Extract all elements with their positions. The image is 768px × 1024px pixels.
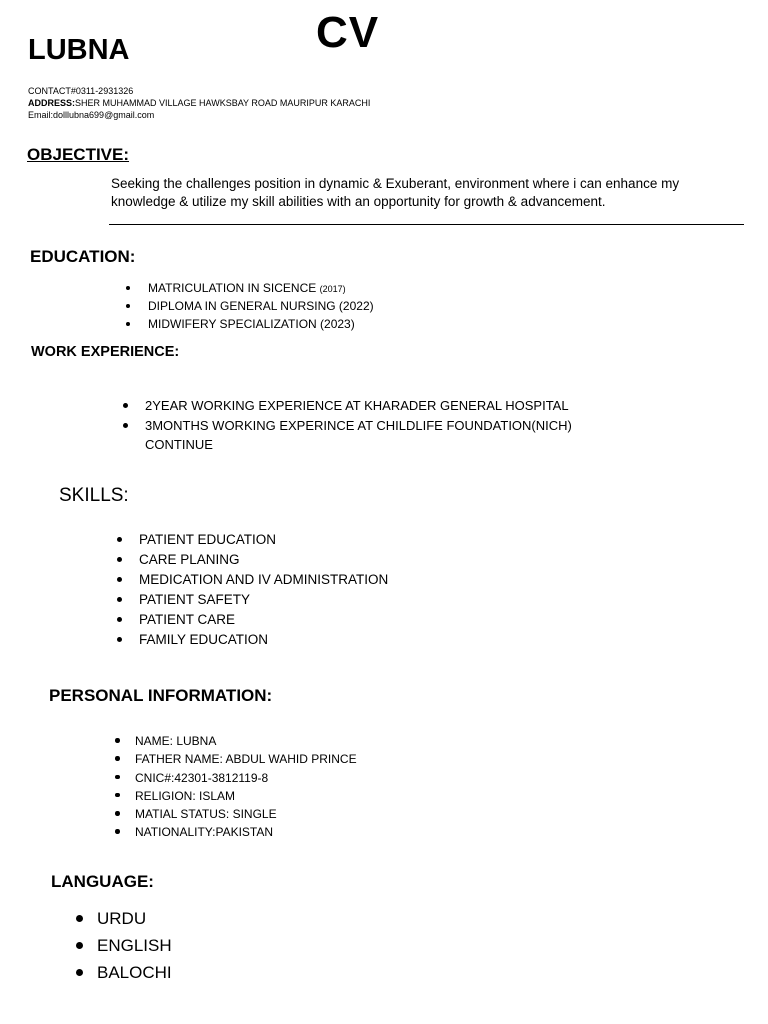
list-item bbox=[148, 315, 374, 333]
bullet-icon bbox=[115, 811, 120, 816]
language-heading: LANGUAGE: bbox=[51, 872, 154, 891]
bullet-icon bbox=[76, 915, 83, 922]
education-item-text: DIPLOMA IN GENERAL NURSING (2022) bbox=[148, 299, 374, 313]
language-text: URDU bbox=[97, 909, 147, 928]
bullet-icon bbox=[115, 793, 120, 798]
skills-list bbox=[139, 530, 388, 650]
list-item bbox=[148, 279, 374, 297]
list-item bbox=[145, 416, 572, 455]
list-item bbox=[97, 907, 172, 934]
bullet-icon bbox=[117, 597, 122, 602]
skill-text: FAMILY EDUCATION bbox=[139, 632, 269, 647]
candidate-name: LUBNA bbox=[28, 34, 130, 66]
bullet-icon bbox=[117, 577, 122, 582]
bullet-icon bbox=[123, 403, 128, 408]
list-item bbox=[139, 610, 388, 630]
objective-heading: OBJECTIVE: bbox=[27, 145, 130, 164]
bullet-icon bbox=[115, 756, 120, 761]
list-item bbox=[97, 934, 172, 961]
bullet-icon bbox=[126, 304, 130, 308]
list-item bbox=[148, 297, 374, 315]
email-label: Email: bbox=[28, 110, 54, 120]
personal-info-text: RELIGION: ISLAM bbox=[135, 788, 236, 803]
address-value: SHER MUHAMMAD VILLAGE HAWKSBAY ROAD MAURIPUR KARACHI bbox=[75, 98, 371, 108]
section-divider bbox=[109, 224, 744, 225]
list-item bbox=[139, 630, 388, 650]
work-item-text: 3MONTHS WORKING EXPERINCE AT CHILDLIFE FOUNDATION(NICH) bbox=[145, 417, 572, 433]
personal-info-text: CNIC#:42301-3812119-8 bbox=[135, 770, 269, 785]
personal-info-text: NAME: LUBNA bbox=[135, 734, 217, 748]
skill-text: PATIENT CARE bbox=[139, 612, 236, 627]
contact-address bbox=[28, 98, 370, 108]
document-title: CV bbox=[316, 8, 380, 57]
bullet-icon bbox=[117, 537, 122, 542]
bullet-icon bbox=[115, 738, 120, 743]
personal-information-heading: PERSONAL INFORMATION: bbox=[49, 686, 273, 705]
bullet-icon bbox=[76, 969, 83, 976]
bullet-icon bbox=[115, 775, 120, 780]
language-text: BALOCHI bbox=[97, 963, 172, 982]
list-item bbox=[135, 732, 357, 750]
list-item bbox=[139, 570, 388, 590]
language-text: ENGLISH bbox=[97, 936, 172, 955]
bullet-icon bbox=[117, 617, 122, 622]
education-list bbox=[148, 279, 374, 333]
objective-line: Seeking the challenges position in dynamic & Exuberant, environment where i can enhance my bbox=[111, 176, 680, 191]
work-item-text: 2YEAR WORKING EXPERIENCE AT KHARADER GENERAL HOSPITAL bbox=[145, 398, 569, 413]
contact-phone: CONTACT#0311-2931326 bbox=[28, 86, 134, 96]
list-item bbox=[135, 787, 357, 805]
list-item bbox=[135, 750, 357, 768]
skill-text: PATIENT SAFETY bbox=[139, 592, 251, 607]
work-experience-list bbox=[145, 396, 572, 455]
objective-line: knowledge & utilize my skill abilities with an opportunity for growth & advancement. bbox=[111, 194, 606, 209]
personal-info-text: MATIAL STATUS: SINGLE bbox=[135, 807, 277, 822]
skills-heading: SKILLS: bbox=[59, 485, 129, 506]
bullet-icon bbox=[123, 423, 128, 428]
bullet-icon bbox=[115, 829, 120, 834]
list-item bbox=[139, 590, 388, 610]
bullet-icon bbox=[117, 557, 122, 562]
bullet-icon bbox=[117, 637, 122, 642]
address-label: ADDRESS: bbox=[28, 98, 76, 108]
contact-email bbox=[28, 110, 154, 120]
list-item bbox=[135, 823, 357, 841]
objective-text bbox=[111, 175, 679, 211]
list-item bbox=[139, 530, 388, 550]
personal-information-list bbox=[135, 732, 357, 842]
education-item-text: MIDWIFERY SPECIALIZATION (2023) bbox=[148, 317, 355, 331]
work-experience-heading: WORK EXPERIENCE: bbox=[31, 344, 180, 360]
bullet-icon bbox=[76, 942, 83, 949]
list-item bbox=[139, 550, 388, 570]
personal-info-text: FATHER NAME: ABDUL WAHID PRINCE bbox=[135, 752, 357, 767]
email-value: dolllubna699@gmail.com bbox=[53, 110, 155, 120]
skill-text: CARE PLANING bbox=[139, 552, 240, 567]
skill-text: PATIENT EDUCATION bbox=[139, 532, 277, 547]
bullet-icon bbox=[126, 322, 130, 326]
work-item-continuation: CONTINUE bbox=[145, 437, 213, 452]
education-item-text: MATRICULATION IN SICENCE bbox=[148, 281, 317, 295]
skill-text: MEDICATION AND IV ADMINISTRATION bbox=[139, 572, 389, 587]
bullet-icon bbox=[126, 286, 130, 290]
language-list bbox=[97, 907, 172, 988]
personal-info-text: NATIONALITY:PAKISTAN bbox=[135, 825, 274, 840]
education-item-year: (2017) bbox=[319, 284, 346, 294]
education-heading: EDUCATION: bbox=[30, 247, 136, 266]
list-item bbox=[97, 961, 172, 988]
list-item bbox=[135, 805, 357, 823]
list-item bbox=[145, 396, 572, 416]
list-item bbox=[135, 769, 357, 787]
